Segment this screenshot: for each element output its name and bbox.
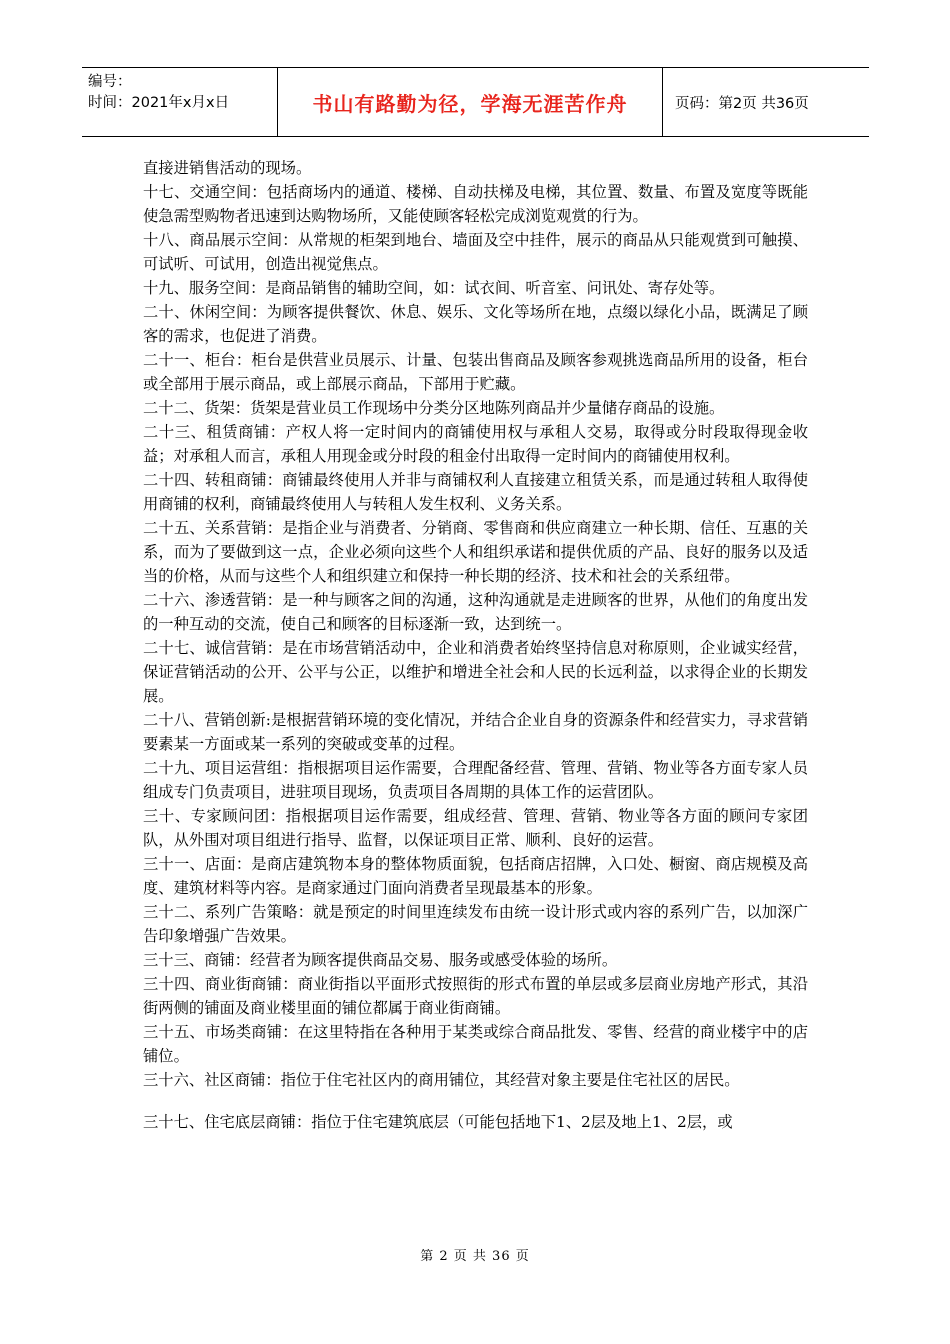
- paragraph: 三十、专家顾问团：指根据项目运作需要，组成经营、管理、营销、物业等各方面的顾问专家团队，从外围对项目组进行指导、监督，以保证项目正常、顺利、良好的运营。: [143, 807, 808, 849]
- document-time-label: 时间：2021年x月x日: [88, 95, 230, 111]
- paragraph: 三十六、社区商铺：指位于住宅社区内的商用铺位，其经营对象主要是住宅社区的居民。: [143, 1071, 740, 1089]
- paragraph: 三十一、店面：是商店建筑物本身的整体物质面貌，包括商店招牌，入口处、橱窗、商店规模及高度、建筑材料等内容。是商家通过门面向消费者呈现最基本的形象。: [143, 855, 808, 897]
- paragraph: 十八、商品展示空间：从常规的柜架到地台、墙面及空中挂件，展示的商品从只能观赏到可触摸、可试听、可试用，创造出视觉焦点。: [143, 231, 808, 273]
- paragraph: 十九、服务空间：是商品销售的辅助空间，如：试衣间、听音室、问讯处、寄存处等。: [143, 279, 725, 297]
- header-meta-cell: [82, 68, 278, 136]
- paragraph: 二十五、关系营销：是指企业与消费者、分销商、零售商和供应商建立一种长期、信任、互惠的关系，而为了要做到这一点，企业必须向这些个人和组织承诺和提供优质的产品、良好的服务以及适当的价格，从而与这些个人和组织建立和保持一种长期的经济、技术和社会的关系纽带。: [143, 519, 808, 585]
- page-footer: 第 2 页 共 36 页: [420, 1249, 530, 1264]
- paragraph: 直接进销售活动的现场。: [143, 159, 312, 177]
- paragraph: 二十二、货架：货架是营业员工作现场中分类分区地陈列商品并少量储存商品的设施。: [143, 399, 725, 417]
- paragraph: 二十八、营销创新:是根据营销环境的变化情况，并结合企业自身的资源条件和经营实力，寻求营销要素某一方面或某一系列的突破或变革的过程。: [143, 711, 808, 753]
- header-motto: 书山有路勤为径，学海无涯苦作舟: [278, 68, 663, 136]
- document-body: [143, 156, 808, 1134]
- paragraph: 三十四、商业街商铺：商业街指以平面形式按照街的形式布置的单层或多层商业房地产形式，其沿街两侧的铺面及商业楼里面的铺位都属于商业街商铺。: [143, 975, 808, 1017]
- paragraph: 二十九、项目运营组：指根据项目运作需要，合理配备经营、管理、营销、物业等各方面专家人员组成专门负责项目，进驻项目现场，负责项目各周期的具体工作的运营团队。: [143, 759, 808, 801]
- paragraph: 三十三、商铺：经营者为顾客提供商品交易、服务或感受体验的场所。: [143, 951, 618, 969]
- paragraph: 二十、休闲空间：为顾客提供餐饮、休息、娱乐、文化等场所在地，点缀以绿化小品，既满足了顾客的需求，也促进了消费。: [143, 303, 808, 345]
- paragraph: 二十四、转租商铺：商铺最终使用人并非与商铺权利人直接建立租赁关系，而是通过转租人取得使用商铺的权利，商铺最终使用人与转租人发生权利、义务关系。: [143, 471, 808, 513]
- paragraph: 三十二、系列广告策略：就是预定的时间里连续发布由统一设计形式或内容的系列广告，以加深广告印象增强广告效果。: [143, 903, 808, 945]
- paragraph: 二十六、渗透营销：是一种与顾客之间的沟通，这种沟通就是走进顾客的世界，从他们的角度出发的一种互动的交流，使自己和顾客的目标逐渐一致，达到统一。: [143, 591, 808, 633]
- page-header: [82, 67, 869, 137]
- paragraph: 三十五、市场类商铺：在这里特指在各种用于某类或综合商品批发、零售、经营的商业楼宇中的店铺位。: [143, 1023, 808, 1065]
- paragraph: 二十一、柜台：柜台是供营业员展示、计量、包装出售商品及顾客参观挑选商品所用的设备，柜台或全部用于展示商品，或上部展示商品，下部用于贮藏。: [143, 351, 808, 393]
- header-page-info: 页码：第2页 共36页: [675, 95, 809, 112]
- document-number-label: 编号：: [88, 74, 132, 90]
- paragraph: 三十七、住宅底层商铺：指位于住宅建筑底层（可能包括地下1、2层及地上1、2层，或: [143, 1113, 733, 1131]
- paragraph: 二十三、租赁商铺：产权人将一定时间内的商铺使用权与承租人交易，取得或分时段取得现金收益；对承租人而言，承租人用现金或分时段的租金付出取得一定时间内的商铺使用权利。: [143, 423, 808, 465]
- paragraph: 二十七、诚信营销：是在市场营销活动中，企业和消费者始终坚持信息对称原则，企业诚实经营，保证营销活动的公开、公平与公正，以维护和增进全社会和人民的长远利益，以求得企业的长期发展。: [143, 639, 808, 705]
- paragraph: 十七、交通空间：包括商场内的通道、楼梯、自动扶梯及电梯，其位置、数量、布置及宽度等既能使急需型购物者迅速到达购物场所，又能使顾客轻松完成浏览观赏的行为。: [143, 183, 808, 225]
